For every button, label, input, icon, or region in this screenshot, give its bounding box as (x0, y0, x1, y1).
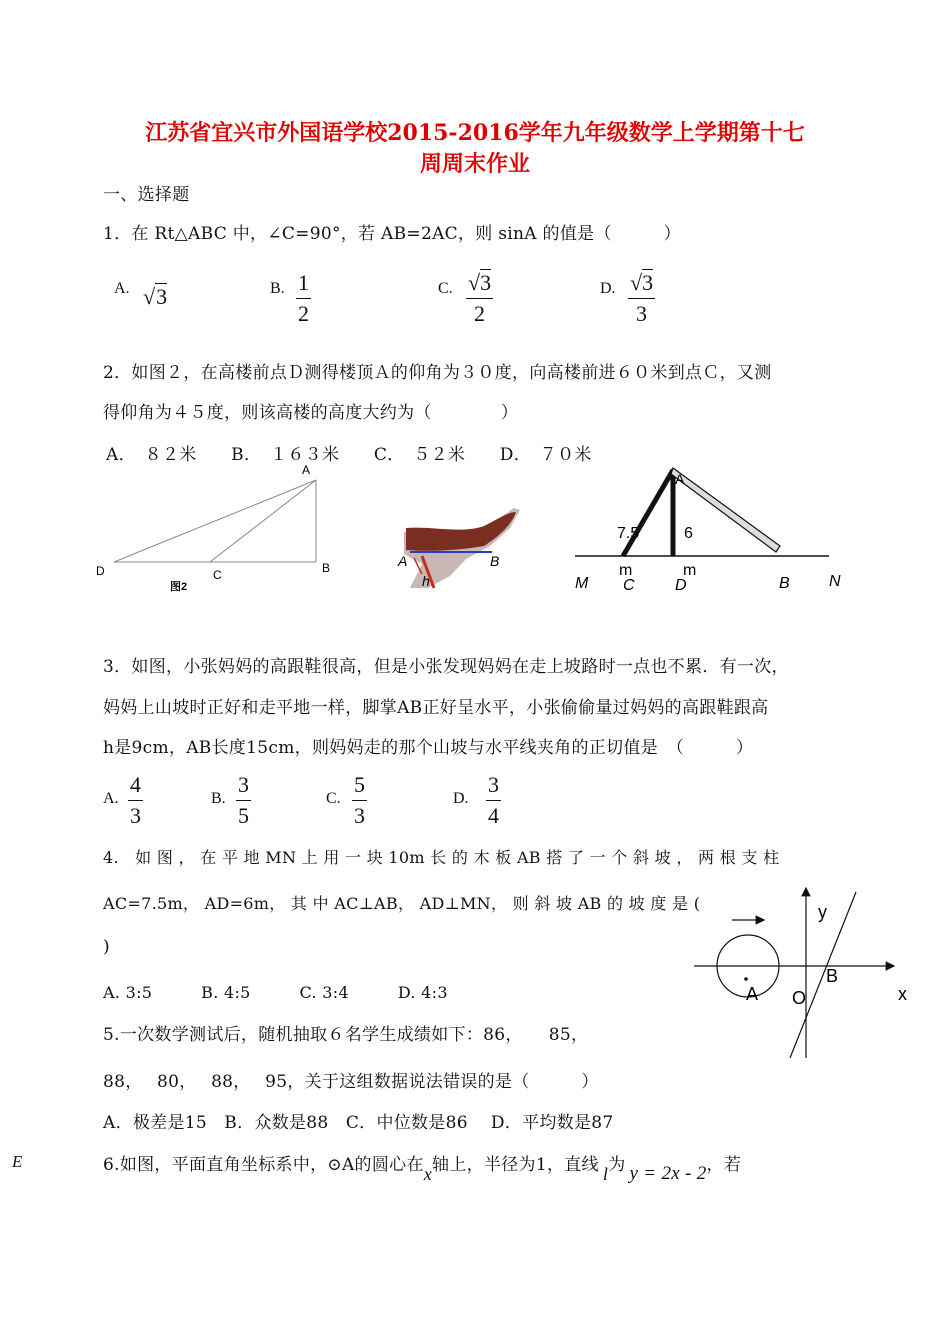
q6-text-part2: 轴上，半径为1，直线 (432, 1155, 599, 1175)
q3-option-a-fraction: 4 3 (130, 772, 141, 828)
q6-ruo: ，若 (706, 1155, 742, 1175)
question-5-line1: 5.一次数学测试后，随机抽取６名学生成绩如下：86， 85， (103, 1025, 589, 1045)
figure-building-triangle (90, 458, 350, 598)
fig-label-a: A (302, 463, 311, 477)
q3-option-b-fraction: 3 5 (238, 772, 249, 828)
question-4-options: A. 3:5 B. 4:5 C. 3:4 D. 4:3 (103, 983, 448, 1002)
figure-coordinate-circle (688, 882, 938, 1062)
q1-option-d-label: D. (600, 280, 616, 297)
fig-slope-m: M (575, 575, 589, 592)
fig-shoe-h: h (422, 573, 430, 589)
fig-slope-label-6: 6 (684, 525, 693, 542)
fig-label-b: B (322, 561, 331, 575)
q3-option-b-label: B. (211, 790, 226, 807)
question-3-line1: 3．如图，小张妈妈的高跟鞋很高，但是小张发现妈妈在走上坡路时一点也不累．有一次， (103, 657, 789, 677)
q1-option-c-label: C. (438, 280, 453, 297)
fig-slope-unit-m2: m (683, 562, 697, 579)
fig-label-c: C (213, 568, 222, 582)
fig-coord-o: O (792, 988, 807, 1008)
fig-shoe-a: A (398, 553, 408, 569)
fig-coord-x: x (898, 984, 907, 1004)
question-6-text (103, 1150, 742, 1184)
question-4-line1: 4. 如 图 ， 在 平 地 MN 上 用 一 块 10m 长 的 木 板 AB 搭 了 一 个 斜 坡 ， 两 根 支 柱 (103, 848, 780, 867)
question-2-options: A． ８２米 B． １６３米 C． ５２米 D． ７０米 (106, 445, 592, 465)
q3-option-a-label: A. (103, 790, 119, 807)
q3-option-d-label: D. (453, 790, 469, 807)
stray-label-e: E (12, 1152, 23, 1171)
figure-slope (565, 462, 855, 602)
q1-option-b-label: B. (270, 280, 285, 297)
fig-slope-n: N (829, 573, 841, 590)
question-2-line2: 得仰角为４５度，则该高楼的高度大约为（ ） (103, 403, 519, 423)
fig-slope-a: A (675, 471, 685, 487)
fig-coord-a: A (746, 984, 759, 1004)
q6-equation: y = 2x - 2 (629, 1163, 707, 1184)
fig-coord-b: B (826, 966, 839, 986)
fig-slope-b: B (779, 575, 790, 592)
fig-shoe-b: B (490, 553, 500, 569)
section-heading: 一、选择题 (103, 185, 190, 205)
q1-option-a-label: A. (114, 280, 130, 297)
question-3-line2: 妈妈上山坡时正好和走平地一样，脚掌AB正好呈水平，小张偷偷量过妈妈的高跟鞋跟高 (103, 698, 769, 718)
figure-high-heel (392, 504, 532, 594)
q1-option-d-fraction: √3 3 (630, 270, 654, 326)
q6-text-part1: 6.如图，平面直角坐标系中，⊙A的圆心在 (103, 1155, 424, 1175)
q3-option-c-fraction: 5 3 (354, 772, 365, 828)
question-5-line2: 88， 80， 88， 95，关于这组数据说法错误的是（ ） (103, 1072, 599, 1092)
question-4-line2: AC=7.5m， AD=6m， 其 中 AC⊥AB， AD⊥MN， 则 斜 坡 AB 的 坡 度 是 ( (103, 894, 701, 913)
fig-label-d: D (96, 564, 105, 578)
q6-wei: 为 (608, 1155, 626, 1175)
fig-coord-y: y (818, 902, 827, 922)
q3-option-c-label: C. (326, 790, 341, 807)
page-title-line2: 周周末作业 (419, 151, 530, 177)
q6-x-var: x (423, 1164, 433, 1184)
q6-l-var: l (602, 1164, 609, 1184)
question-2-line1: 2．如图２，在高楼前点Ｄ测得楼顶Ａ的仰角为３０度，向高楼前进６０米到点Ｃ，又测 (103, 363, 772, 383)
page-title-line1: 江苏省宜兴市外国语学校2015-2016学年九年级数学上学期第十七 (145, 120, 805, 146)
question-3-line3: h是9cm，AB长度15cm，则妈妈走的那个山坡与水平线夹角的正切值是 （ ） (103, 738, 754, 758)
q1-option-a-value: √3 (143, 284, 168, 309)
fig-slope-d: D (675, 577, 687, 594)
fig-slope-label-75: 7.5 (617, 525, 640, 542)
question-1-text: 1．在 Rt△ABC 中，∠C=90°，若 AB=2AC，则 sinA 的值是（ ） (103, 224, 681, 244)
fig-slope-c: C (623, 577, 635, 594)
q1-option-c-fraction: √3 2 (468, 270, 492, 326)
question-4-line3: ) (103, 937, 110, 957)
question-5-options: A．极差是15 B．众数是88 C．中位数是86 D．平均数是87 (103, 1113, 614, 1133)
q1-option-b-fraction: 1 2 (298, 270, 309, 326)
fig-caption: 图2 (170, 581, 188, 593)
q3-option-d-fraction: 3 4 (488, 772, 499, 828)
fig-slope-unit-m1: m (619, 562, 633, 579)
